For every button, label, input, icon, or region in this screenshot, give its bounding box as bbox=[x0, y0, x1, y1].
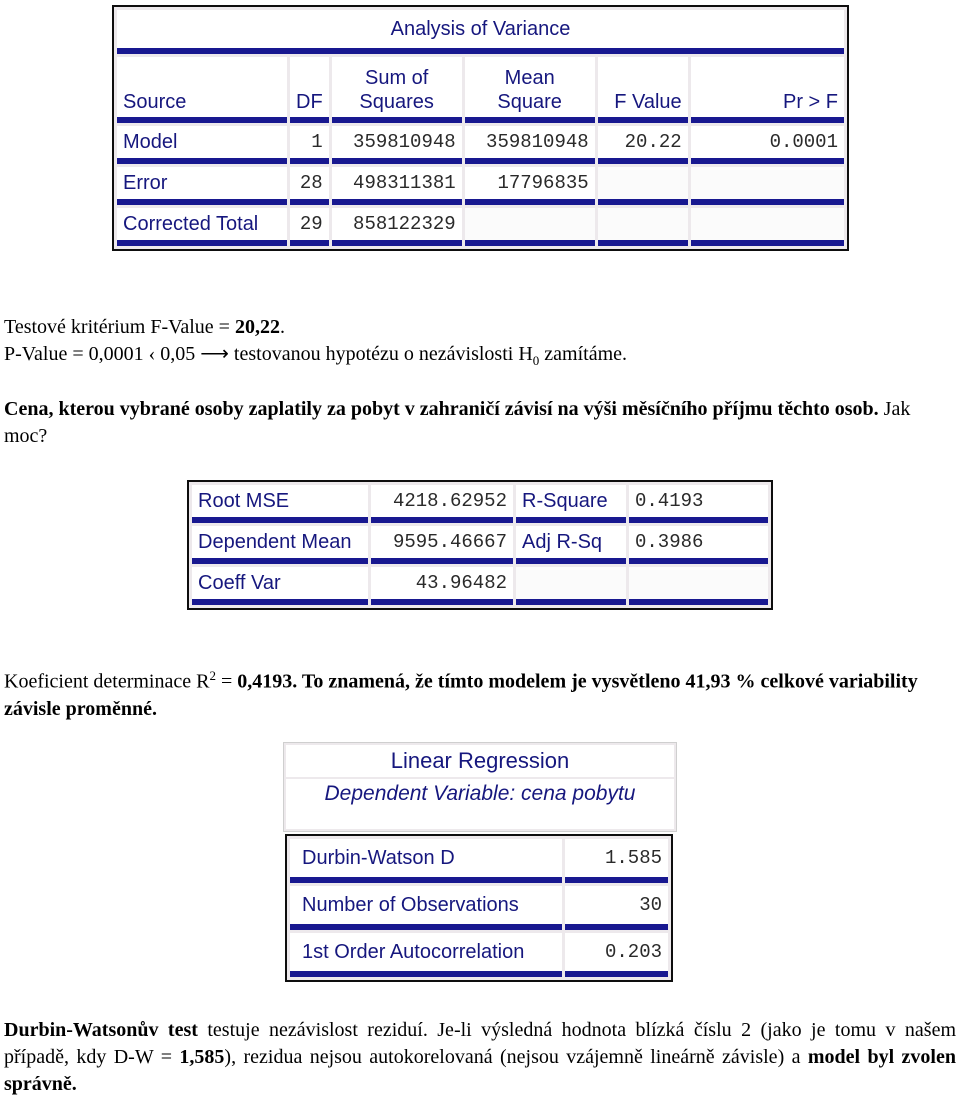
col-f-header: F Value bbox=[598, 57, 688, 123]
fit-label: Coeff Var bbox=[192, 567, 368, 605]
durbin-watson-paragraph: Durbin-Watsonův test testuje nezávislost reziduí. Je-li výsledná hodnota blízká číslu 2 (jako je tomu v našem případě, kdy D-W = 1,585), rezidua nejsou autokorelovaná (nejsou vzájemně lineárně závisle) a model byl zvolen správně. bbox=[4, 1019, 956, 1095]
dw-label: Number of Observations bbox=[290, 886, 562, 930]
col-ss-header: Sum of Squares bbox=[332, 57, 462, 123]
p-value-line: P-Value = 0,0001 ‹ 0,05 ⟶ testovanou hypotézu o nezávislosti $H_0$ zamítáme. bbox=[4, 343, 627, 368]
fit-label: Dependent Mean bbox=[192, 526, 368, 564]
col-ms-header: Mean Square bbox=[465, 57, 595, 123]
anova-title: Analysis of Variance bbox=[117, 10, 844, 54]
dependent-variable-subtitle: Dependent Variable: cena pobytu bbox=[286, 779, 674, 829]
question-paragraph: Cena, kterou vybrané osoby zaplatily za pobyt v zahraničí závisí na výši měsíčního příjmu těchto osob. Jak moc? bbox=[4, 398, 911, 447]
row-label: Corrected Total bbox=[117, 208, 287, 246]
f-value-paragraph bbox=[4, 314, 956, 374]
fit-value bbox=[629, 567, 768, 605]
ms-cell: 359810948 bbox=[465, 126, 595, 164]
fit-statistics-table bbox=[187, 480, 773, 610]
linear-regression-title-box bbox=[283, 742, 677, 832]
col-df-header: DF bbox=[290, 57, 329, 123]
table-row bbox=[117, 167, 844, 205]
f-value-line: Testové kritérium F-Value = 20,22. bbox=[4, 316, 285, 338]
fit-value: 43.96482 bbox=[371, 567, 513, 605]
col-p-header: Pr > F bbox=[691, 57, 844, 123]
dw-value: 0.203 bbox=[565, 933, 668, 977]
row-label: Error bbox=[117, 167, 287, 205]
fit-value: 9595.46667 bbox=[371, 526, 513, 564]
anova-title-row bbox=[117, 10, 844, 54]
fit-label bbox=[516, 567, 626, 605]
f-cell bbox=[598, 208, 688, 246]
table-row bbox=[290, 886, 668, 930]
fit-value: 0.3986 bbox=[629, 526, 768, 564]
ss-cell: 498311381 bbox=[332, 167, 462, 205]
table-row bbox=[117, 208, 844, 246]
ms-cell: 17796835 bbox=[465, 167, 595, 205]
dw-label: Durbin-Watson D bbox=[290, 839, 562, 883]
p-cell bbox=[691, 167, 844, 205]
determination-paragraph: Koeficient determinace $R^2 = 0,4193$. To znamená, že tímto modelem je vysvětleno 41,93 % celkové variability závisle proměnné. bbox=[4, 668, 918, 720]
ss-cell: 359810948 bbox=[332, 126, 462, 164]
table-row bbox=[192, 485, 768, 523]
table-row bbox=[192, 526, 768, 564]
fit-label: Root MSE bbox=[192, 485, 368, 523]
df-cell: 29 bbox=[290, 208, 329, 246]
table-row bbox=[192, 567, 768, 605]
table-row bbox=[117, 126, 844, 164]
df-cell: 28 bbox=[290, 167, 329, 205]
linear-regression-title: Linear Regression bbox=[286, 745, 674, 777]
df-cell: 1 bbox=[290, 126, 329, 164]
ss-cell: 858122329 bbox=[332, 208, 462, 246]
anova-header-row bbox=[117, 57, 844, 123]
fit-label: Adj R-Sq bbox=[516, 526, 626, 564]
fit-value: 4218.62952 bbox=[371, 485, 513, 523]
fit-label: R-Square bbox=[516, 485, 626, 523]
fit-value: 0.4193 bbox=[629, 485, 768, 523]
p-cell: 0.0001 bbox=[691, 126, 844, 164]
table-row bbox=[290, 933, 668, 977]
f-cell: 20.22 bbox=[598, 126, 688, 164]
row-label: Model bbox=[117, 126, 287, 164]
dw-value: 30 bbox=[565, 886, 668, 930]
dw-value: 1.585 bbox=[565, 839, 668, 883]
col-source-header: Source bbox=[117, 57, 287, 123]
durbin-watson-table bbox=[285, 834, 673, 982]
f-cell bbox=[598, 167, 688, 205]
dw-label: 1st Order Autocorrelation bbox=[290, 933, 562, 977]
p-cell bbox=[691, 208, 844, 246]
ms-cell bbox=[465, 208, 595, 246]
anova-table bbox=[112, 5, 849, 251]
table-row bbox=[290, 839, 668, 883]
